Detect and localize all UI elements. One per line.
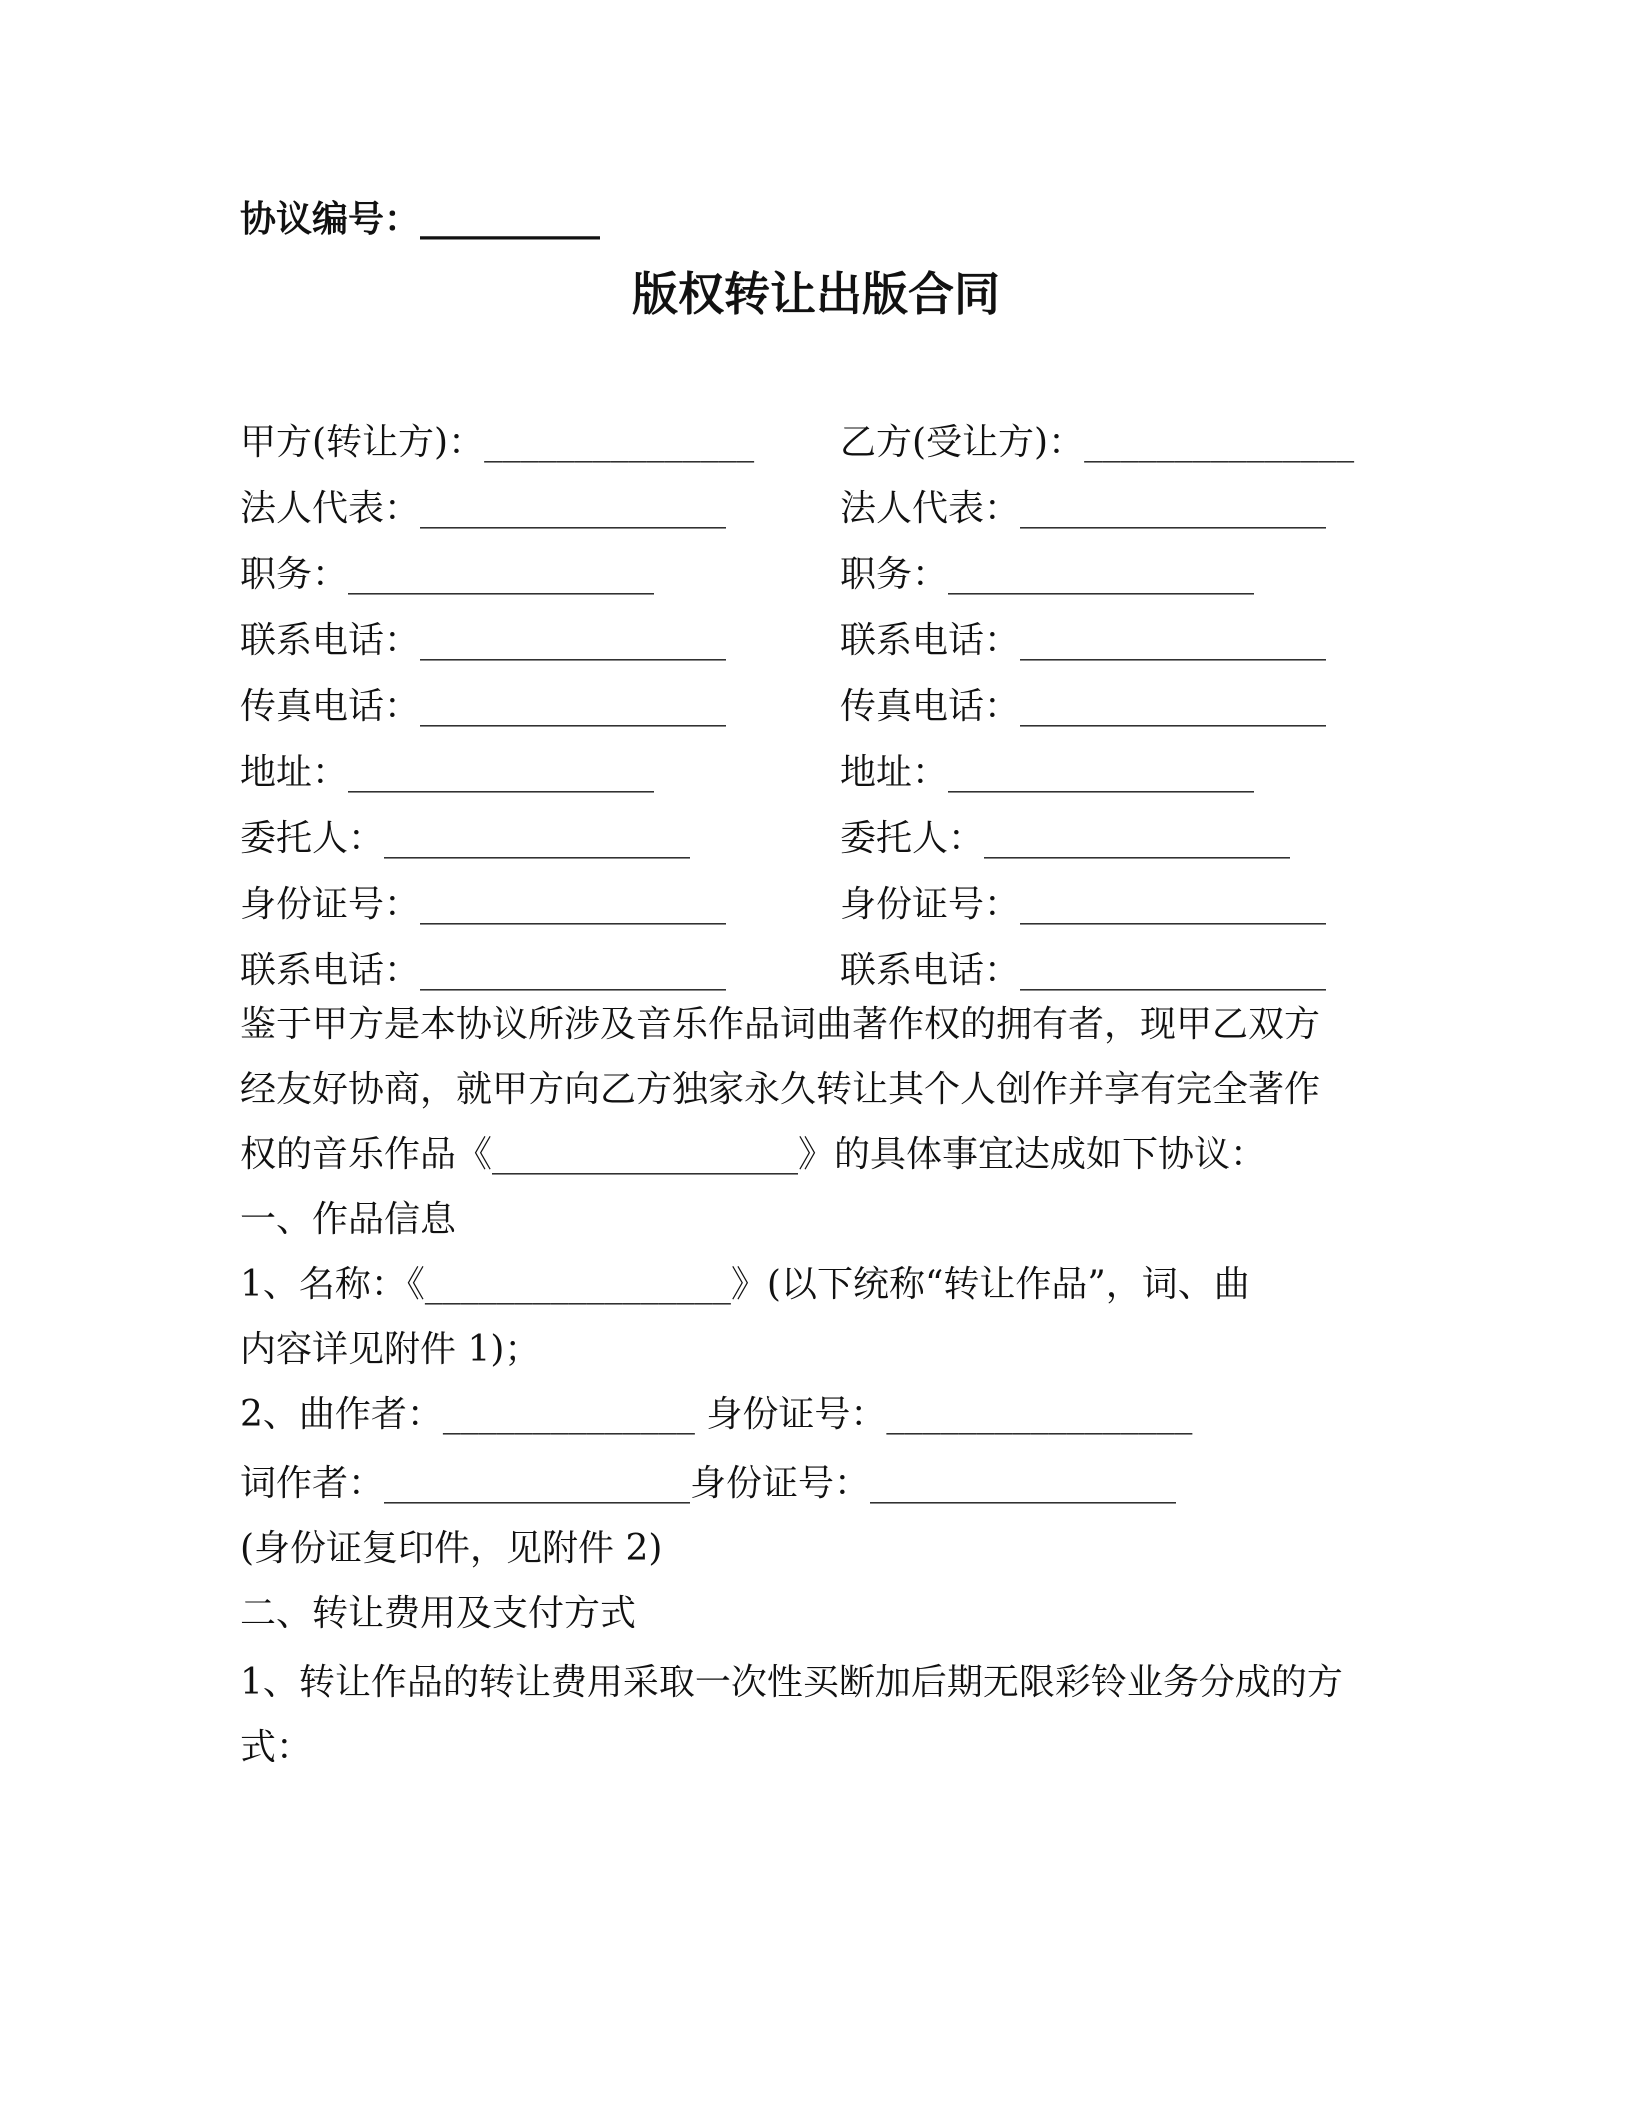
party-row xyxy=(240,934,1420,1000)
intro-paragraph-line: 鉴于甲方是本协议所涉及音乐作品词曲著作权的拥有者，现甲乙双方 xyxy=(240,1004,1321,1045)
agreement-number: 协议编号：__________ xyxy=(240,199,601,240)
intro-paragraph-line: 权的音乐作品《_________________》的具体事宜达成如下协议： xyxy=(240,1134,1267,1175)
contract-body xyxy=(240,992,1390,1780)
party-a-field: 传真电话：_________________ xyxy=(240,685,727,727)
party-b-field: 职务：_________________ xyxy=(840,553,1255,595)
party-b-field: 乙方(受让方)：_______________ xyxy=(840,421,1355,463)
party-row xyxy=(240,472,1420,538)
section-heading-fees: 二、转让费用及支付方式 xyxy=(240,1593,637,1634)
party-row xyxy=(240,802,1420,868)
clause-line: (身份证复印件，见附件 2) xyxy=(240,1528,663,1569)
party-a-field: 地址：_________________ xyxy=(240,751,655,793)
party-b-field: 身份证号：_________________ xyxy=(840,883,1327,925)
party-row xyxy=(240,604,1420,670)
clause-line: 1、转让作品的转让费用采取一次性买断加后期无限彩铃业务分成的方 xyxy=(240,1662,1343,1703)
document-title: 版权转让出版合同 xyxy=(632,267,1000,321)
party-row xyxy=(240,736,1420,802)
party-b-field: 联系电话：_________________ xyxy=(840,949,1327,991)
party-a-field: 法人代表：_________________ xyxy=(240,487,727,529)
intro-paragraph-line: 经友好协商，就甲方向乙方独家永久转让其个人创作并享有完全著作 xyxy=(240,1069,1321,1110)
clause-line: 内容详见附件 1)； xyxy=(240,1329,541,1370)
party-b-field: 法人代表：_________________ xyxy=(840,487,1327,529)
party-row xyxy=(240,670,1420,736)
party-b-field: 地址：_________________ xyxy=(840,751,1255,793)
party-b-field: 联系电话：_________________ xyxy=(840,619,1327,661)
party-b-field: 传真电话：_________________ xyxy=(840,685,1327,727)
party-a-field: 联系电话：_________________ xyxy=(240,619,727,661)
section-heading-work-info: 一、作品信息 xyxy=(240,1199,457,1240)
party-row xyxy=(240,868,1420,934)
party-row xyxy=(240,406,1420,472)
party-a-field: 委托人：_________________ xyxy=(240,817,691,859)
party-a-field: 甲方(转让方)：_______________ xyxy=(240,421,755,463)
party-a-field: 职务：_________________ xyxy=(240,553,655,595)
clause-line: 式： xyxy=(240,1727,313,1768)
clause-line: 词作者：_________________身份证号：_________________ xyxy=(240,1463,1177,1504)
party-row xyxy=(240,538,1420,604)
party-a-field: 身份证号：_________________ xyxy=(240,883,727,925)
clause-line: 1、名称：《_________________》(以下统称“转让作品”，词、曲 xyxy=(240,1264,1250,1305)
party-b-field: 委托人：_________________ xyxy=(840,817,1291,859)
parties-table xyxy=(240,406,1420,1000)
party-a-field: 联系电话：_________________ xyxy=(240,949,727,991)
clause-line: 2、曲作者：______________ 身份证号：_________________ xyxy=(240,1394,1193,1435)
